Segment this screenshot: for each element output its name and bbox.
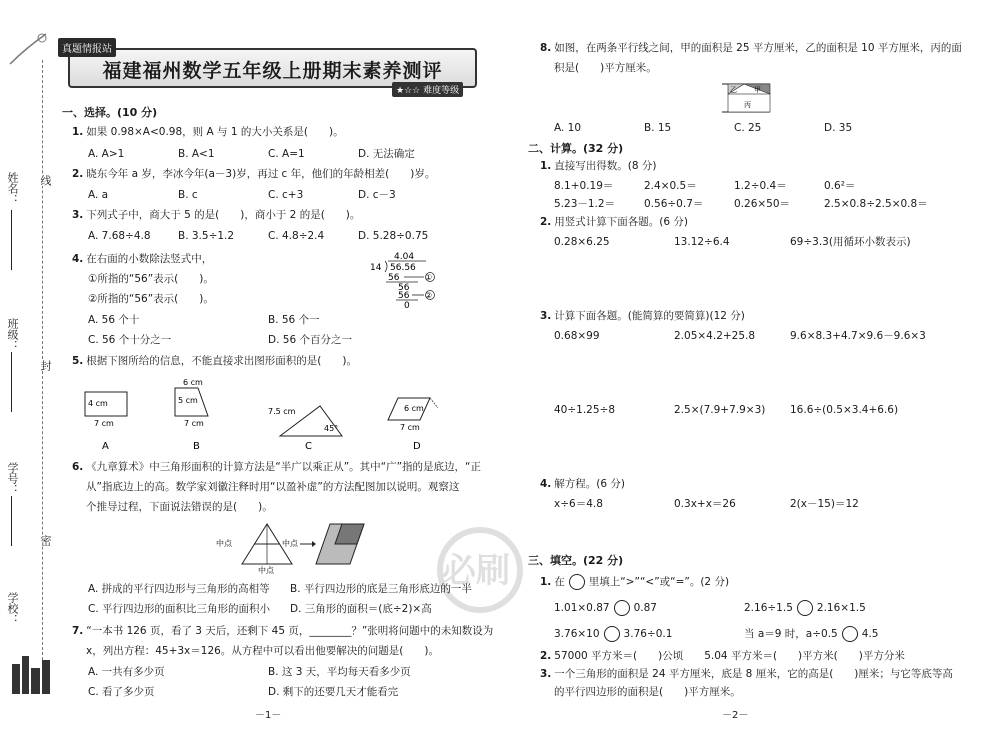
section-3-title: 三、填空。(22 分) — [528, 554, 624, 567]
watermark-logo — [420, 520, 540, 620]
calc-3-item: 40÷1.25÷8 — [554, 404, 616, 416]
q7-stem-line-2: x，列出方程：45+3x＝126。从方程中可以看出他要解决的问题是( )。 — [86, 645, 439, 657]
partial-remainder: 56 — [398, 283, 410, 293]
section-2-title: 二、计算。(32 分) — [528, 142, 624, 155]
calc-1-item: 0.6²＝ — [824, 180, 856, 192]
q4-option-c[interactable]: C. 56 个十分之一 — [88, 334, 172, 346]
fill-3-line-2: 的平行四边形的面积是( )平方厘米。 — [554, 686, 741, 698]
class-label: 班级： — [6, 318, 19, 351]
q7-stem-line-1: 7. “一本书 126 页，看了 3 天后，还剩下 45 页，________？”张明将问题中的未知数设为 — [72, 625, 494, 637]
city-silhouette-icon — [10, 650, 54, 696]
compare-item: 当 a＝9 时，a÷0.5 4.5 — [744, 628, 879, 640]
class-blank — [11, 352, 12, 412]
calc-4-title: 4. 解方程。(6 分) — [540, 478, 626, 490]
midpoint-label-left: 中点 — [216, 539, 232, 548]
q4-option-d[interactable]: D. 56 个百分之一 — [268, 334, 352, 346]
compare-item: 1.01×0.87 0.87 — [554, 602, 657, 614]
q6-option-a[interactable]: A. 拼成的平行四边形与三角形的高相等 — [88, 583, 270, 595]
answer-circle[interactable] — [797, 600, 813, 616]
watermark-text: 必刷 — [442, 551, 510, 591]
calc-1-title: 1. 直接写出得数。(8 分) — [540, 160, 657, 172]
q6-option-b[interactable]: B. 平行四边形的底是三角形底边的一半 — [290, 583, 472, 595]
q7-option-d[interactable]: D. 剩下的还要几天才能看完 — [268, 686, 399, 698]
q1-option-d[interactable]: D. 无法确定 — [358, 148, 415, 160]
shape-d-base: 7 cm — [400, 423, 420, 432]
q8-option-d[interactable]: D. 35 — [824, 122, 853, 134]
line-mark: 线 — [39, 175, 52, 186]
calc-3-item: 16.6÷(0.5×3.4+6.6) — [790, 404, 899, 416]
section-1-title: 一、选择。(10 分) — [62, 106, 158, 119]
fill-2: 2. 57000 平方米＝( )公顷 5.04 平方米＝( )平方米( )平方分米 — [540, 650, 905, 662]
answer-circle[interactable] — [569, 574, 585, 590]
exam-title: 福建福州数学五年级上册期末素养测评 — [102, 60, 443, 82]
midpoint-label-bottom: 中点 — [258, 566, 274, 574]
label-yi: 乙 — [730, 86, 737, 94]
equation-item: x÷6＝4.8 — [554, 498, 603, 510]
compare-item: 2.16÷1.5 2.16×1.5 — [744, 602, 866, 614]
q6-stem-line-3: 个推导过程，下面说法错误的是( )。 — [86, 501, 273, 513]
q5-stem: 5. 根据下图所给的信息，不能直接求出图形面积的是( )。 — [72, 355, 357, 367]
q7-option-c[interactable]: C. 看了多少页 — [88, 686, 155, 698]
calc-3-item: 2.05×4.2+25.8 — [674, 330, 756, 342]
q2-option-c[interactable]: C. c+3 — [268, 189, 304, 201]
calc-1-item: 2.5×0.8÷2.5×0.8＝ — [824, 198, 928, 210]
shape-c-angle: 45° — [324, 424, 339, 433]
q8-option-a[interactable]: A. 10 — [554, 122, 582, 134]
q3-option-a[interactable]: A. 7.68÷4.8 — [88, 230, 151, 242]
divisor: 14 — [370, 263, 382, 273]
shape-d-top: 6 cm — [404, 404, 424, 413]
q6-stem-line-2: 从”指底边上的高。数学家刘徽注释时用“以盈补虚”的方法配图加以说明。观察这 — [86, 481, 460, 493]
calc-3-item: 9.6×8.3+4.7×9.6－9.6×3 — [790, 330, 926, 342]
fill-1-instruction: 1. 在 里填上“>”“<”或“=”。(2 分) — [540, 576, 730, 588]
calc-1-item: 2.4×0.5＝ — [644, 180, 697, 192]
equation-item: 2(x－15)＝12 — [790, 498, 859, 510]
fill-3-line-1: 3. 一个三角形的面积是 24 平方厘米，底是 8 厘米，它的高是( )厘米；与它等底等高 — [540, 668, 953, 680]
answer-circle[interactable] — [842, 626, 858, 642]
q8-parallel-lines-figure — [718, 78, 774, 118]
q1-stem: 1. 如果 0.98×A<0.98，则 A 与 1 的大小关系是( )。 — [72, 126, 344, 138]
shape-b-label: B — [193, 441, 200, 452]
q4-stem: 4. 在右面的小数除法竖式中， — [72, 253, 213, 265]
calc-1-item: 0.56÷0.7＝ — [644, 198, 704, 210]
midpoint-label-right: 中点 — [282, 539, 298, 548]
shape-b-base: 7 cm — [184, 419, 204, 428]
calc-3-title: 3. 计算下面各题。(能简算的要简算)(12 分) — [540, 310, 745, 322]
seal-mark: 封 — [39, 360, 52, 371]
calc-2-item: 13.12÷6.4 — [674, 236, 730, 248]
compare-item: 3.76×10 3.76÷0.1 — [554, 628, 673, 640]
q8-stem-line-2: 积是( )平方厘米。 — [554, 62, 657, 74]
q5-shapes-figure — [80, 374, 460, 454]
calc-1-item: 5.23－1.2＝ — [554, 198, 616, 210]
student-id-label: 学号： — [6, 462, 19, 495]
shape-a-height: 4 cm — [88, 399, 108, 408]
partial-product-1: 56 — [388, 273, 400, 283]
calc-1-item: 1.2÷0.4＝ — [734, 180, 787, 192]
student-id-blank — [11, 496, 12, 546]
calc-2-item: 69÷3.3(用循环小数表示) — [790, 236, 911, 248]
calc-1-item: 8.1+0.19＝ — [554, 180, 614, 192]
dividend: 56.56 — [390, 263, 416, 273]
q6-option-d[interactable]: D. 三角形的面积＝(底÷2)×高 — [290, 603, 432, 615]
answer-circle[interactable] — [604, 626, 620, 642]
q6-derivation-figure — [212, 518, 372, 574]
equation-item: 0.3x+x＝26 — [674, 498, 736, 510]
final-remainder: 0 — [404, 301, 410, 310]
calc-1-item: 0.26×50＝ — [734, 198, 791, 210]
shape-a-base: 7 cm — [94, 419, 114, 428]
marker-2: ② — [425, 291, 433, 300]
calc-2-item: 0.28×6.25 — [554, 236, 610, 248]
section-tag: 真题情报站 — [58, 38, 116, 57]
q8-option-b[interactable]: B. 15 — [644, 122, 672, 134]
shape-c-label: C — [305, 441, 312, 452]
name-label: 姓名： — [6, 172, 19, 205]
q4-part-2: ②所指的“56”表示( )。 — [88, 293, 214, 305]
label-jia: 甲 — [754, 86, 761, 94]
marker-1: ① — [425, 273, 433, 282]
q6-option-c[interactable]: C. 平行四边形的面积比三角形的面积小 — [88, 603, 271, 615]
q6-stem-line-1: 6. 《九章算术》中三角形面积的计算方法是“半广以乘正从”。其中“广”指的是底边，“正 — [72, 461, 481, 473]
q1-option-b[interactable]: B. A<1 — [178, 148, 215, 160]
page-number-1: －1－ — [255, 710, 282, 721]
partial-product-2: 56 — [398, 291, 410, 301]
shape-b-top: 6 cm — [183, 378, 203, 387]
q3-stem: 3. 下列式子中，商大于 5 的是( )，商小于 2 的是( )。 — [72, 209, 361, 221]
q4-option-b[interactable]: B. 56 个一 — [268, 314, 320, 326]
binding-margin — [0, 0, 60, 748]
q4-part-1: ①所指的“56”表示( )。 — [88, 273, 214, 285]
q2-stem: 2. 晓东今年 a 岁，李冰今年(a－3)岁，再过 c 年，他们的年龄相差( )岁。 — [72, 168, 436, 180]
fold-mark: 密 — [39, 535, 52, 546]
difficulty-badge: ★☆☆ 难度等级 — [392, 82, 463, 97]
name-blank — [11, 210, 12, 270]
decorative-ornament-icon — [6, 28, 50, 68]
answer-circle[interactable] — [614, 600, 630, 616]
calc-3-item: 2.5×(7.9+7.9×3) — [674, 404, 766, 416]
page-number-2: －2－ — [722, 710, 749, 721]
q3-option-b[interactable]: B. 3.5÷1.2 — [178, 230, 235, 242]
q3-option-c[interactable]: C. 4.8÷2.4 — [268, 230, 325, 242]
quotient: 4.04 — [394, 252, 415, 262]
q2-option-b[interactable]: B. c — [178, 189, 198, 201]
long-division-diagram — [368, 250, 448, 310]
q8-option-c[interactable]: C. 25 — [734, 122, 762, 134]
shape-c-side: 7.5 cm — [268, 407, 296, 416]
label-bing: 丙 — [744, 101, 751, 109]
q7-option-b[interactable]: B. 这 3 天，平均每天看多少页 — [268, 666, 411, 678]
q2-option-d[interactable]: D. c－3 — [358, 189, 396, 201]
q1-option-c[interactable]: C. A=1 — [268, 148, 305, 160]
calc-3-item: 0.68×99 — [554, 330, 600, 342]
shape-d-label: D — [413, 441, 421, 452]
q8-stem-line-1: 8. 如图，在两条平行线之间，甲的面积是 25 平方厘米，乙的面积是 10 平方厘米，丙的面 — [540, 42, 962, 54]
shape-a-label: A — [102, 441, 109, 452]
q2-option-a[interactable]: A. a — [88, 189, 109, 201]
q7-option-a[interactable]: A. 一共有多少页 — [88, 666, 165, 678]
shape-b-height: 5 cm — [178, 396, 198, 405]
q1-option-a[interactable]: A. A>1 — [88, 148, 125, 160]
school-label: 学校： — [6, 592, 19, 625]
q3-option-d[interactable]: D. 5.28÷0.75 — [358, 230, 429, 242]
calc-2-title: 2. 用竖式计算下面各题。(6 分) — [540, 216, 689, 228]
q4-option-a[interactable]: A. 56 个十 — [88, 314, 140, 326]
